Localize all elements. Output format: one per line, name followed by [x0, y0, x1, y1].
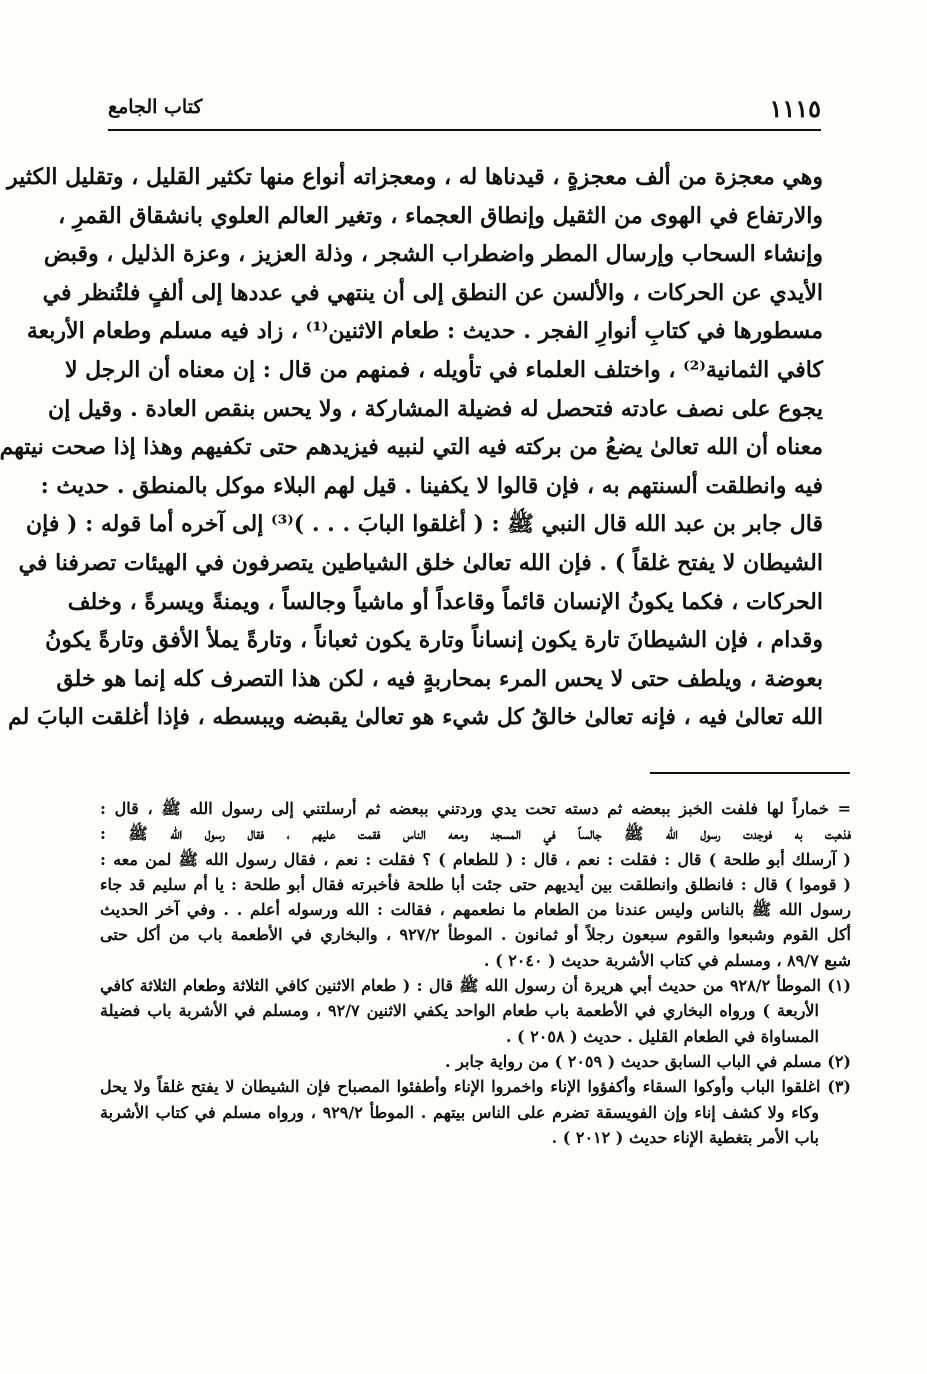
- footnote-3: [100, 1074, 851, 1150]
- main-text-line: بعوضة ، ويلطف حتى لا يحس المرء بمحاربةٍ فيه ، لكن هذا التصرف كله إنما هو خلق: [56, 665, 823, 692]
- footnote-line: = خماراً لها فلفت الخبز ببعضه ثم دسته تحت يدي وردتني ببعضه ثم أرسلتني إلى رسول الله ﷺ ، قال :: [100, 799, 851, 818]
- main-text-line: الأيدي عن الحركات ، والألسن عن النطق إلى أن ينتهي في عددها إلى ألفٍ فلتُنظر في: [42, 279, 823, 306]
- main-text-line: وقدام ، فإن الشيطانَ تارة يكون إنساناً وتارة يكون ثعباناً ، وتارةً يملأ الأفق وتارةً يكونُ: [45, 627, 823, 654]
- main-text-line: الشيطان لا يفتح غلقاً ) . فإن الله تعالىٰ خلق الشياطين يتصرفون في الهيئات تصرفنا في: [18, 549, 823, 576]
- footnote-line: (٢) مسلم في الباب السابق حديث ( ٢٠٥٩ ) من رواية جابر .: [445, 1051, 851, 1071]
- page-header: [108, 92, 821, 128]
- footnote-line: رسول الله ﷺ بالناس وليس عندنا من الطعام ما نطعمهم ، فقالت : الله ورسوله أعلم . . وفي آخر الحديث: [100, 900, 851, 920]
- footnote-line: فذهبت به فوجدت رسول الله ﷺ جالساً في المسجد ومعه الناس فقمت عليهم ، فقال رسول الله ﷺ :: [100, 824, 851, 844]
- footnote-line: ( قوموا ) قال : فانطلق وانطلقت بين أيديهم حتى جئت أبا طلحة فأخبرته فقال أبو طلحة : يا أم سليم قد جاء: [100, 874, 851, 894]
- main-text-line: معناه أن الله تعالىٰ يضعُ من بركته فيه التي لنبيه فيزيدهم حتى تكفيهم وهذا إذا صحت نيتهم: [0, 434, 823, 461]
- footnote-line: وكاء ولا كشف إناء وإن الفويسقة تضرم على الناس بيتهم . الموطأ ٩٢٩/٢ ، ورواه مسلم في كتاب الأشربة: [100, 1102, 819, 1122]
- footnote-2: [100, 1049, 851, 1074]
- footnote-line: الأربعة ) ورواه البخاري في الأطعمة باب طعام الواحد يكفي الاثنين ٩٢/٧ ، ومسلم في الأشربة باب فضيلة: [100, 1001, 819, 1021]
- main-text-line: وهي معجزة من ألف معجزةٍ ، قيدناها له ، ومعجزاته أنواع منها تكثير القليل ، وتقليل الكثير: [7, 164, 823, 190]
- footnote-line: (٣) اغلقوا الباب وأوكوا السقاء وأكفؤوا الإناء واخمروا الإناء وأطفئوا المصباح فإن الشيطان لا يفتح غلقاً ولا يحل: [100, 1077, 851, 1097]
- running-title: كتاب الجامع: [108, 96, 203, 118]
- main-text-line: الحركات ، فكما يكونُ الإنسان قائماً وقاعداً أو ماشياً وجالساً ، ويمنةً ويسرةً ، وخلف: [67, 588, 823, 615]
- main-text-line: فيه وانطلقت ألسنتهم به ، فإن قالوا لا يكفينا . قيل لهم البلاء موكل بالمنطق . حديث :: [40, 472, 823, 499]
- footnote-line: باب الأمر بتغطية الإناء حديث ( ٢٠١٢ ) .: [551, 1127, 819, 1147]
- page-number: ١١١٥: [769, 94, 821, 123]
- footnote-1: [100, 973, 851, 1049]
- header-rule: [108, 129, 821, 131]
- main-text-line: وإنشاء السحاب وإرسال المطر واضطراب الشجر ، وذلة العزيز ، وعزة الذليل ، وقبض: [43, 241, 823, 268]
- main-text-line: والارتفاع في الهوى من الثقيل وإنطاق العجماء ، وتغير العالم العلوي بانشقاق القمرِ ،: [58, 202, 823, 229]
- footnote-line: ( آرسلك أبو طلحة ) قال : فقلت : نعم ، قال : ( للطعام ) ؟ فقلت : نعم ، فقال رسول الله ﷺ لمن معه :: [100, 849, 851, 869]
- main-text: [0, 158, 823, 737]
- footnote-line: شبع ٨٩/٧ ، ومسلم في كتاب الأشربة حديث ( ٢٠٤٠ ) .: [483, 950, 851, 970]
- main-text-line: كافي الثمانية⁽²⁾ ، واختلف العلماء في تأويله ، فمنهم من قال : إن معناه أن الرجل لا: [64, 356, 823, 383]
- main-text-line: يجوع على نصف عادته فتحصل له فضيلة المشاركة ، ولا يحس بنقص العادة . وقيل إن: [48, 395, 823, 422]
- main-text-line: مسطورها في كتابِ أنوارِ الفجر . حديث : طعام الاثنين⁽¹⁾ ، زاد فيه مسلم وطعام الأربعة: [26, 318, 823, 345]
- footnote-line: (١) الموطأ ٩٢٨/٢ من حديث أبي هريرة أن رسول الله ﷺ قال : ( طعام الاثنين كافي الثلاثة وطعام الثلاثة كافي: [100, 976, 851, 996]
- footnote-line: أكل القوم وشبعوا والقوم سبعون رجلاً أو ثمانون . الموطأ ٩٢٧/٢ ، والبخاري في الأطعمة باب من أكل حتى: [100, 925, 852, 945]
- footnote-separator: [650, 772, 850, 774]
- main-text-line: قال جابر بن عبد الله قال النبي ﷺ : ( أغلقوا البابَ . . . )⁽³⁾ إلى آخره أما قوله : ( فإن: [25, 511, 823, 538]
- footnotes: [100, 796, 851, 1150]
- footnote-continuation: [100, 796, 851, 973]
- footnote-line: المساواة في الطعام القليل . حديث ( ٢٠٥٨ ) .: [505, 1026, 819, 1046]
- main-text-line: الله تعالىٰ فيه ، فإنه تعالىٰ خالقُ كل شيء هو تعالىٰ يقبضه ويبسطه ، فإذا أغلقت البابَ لم: [8, 704, 823, 731]
